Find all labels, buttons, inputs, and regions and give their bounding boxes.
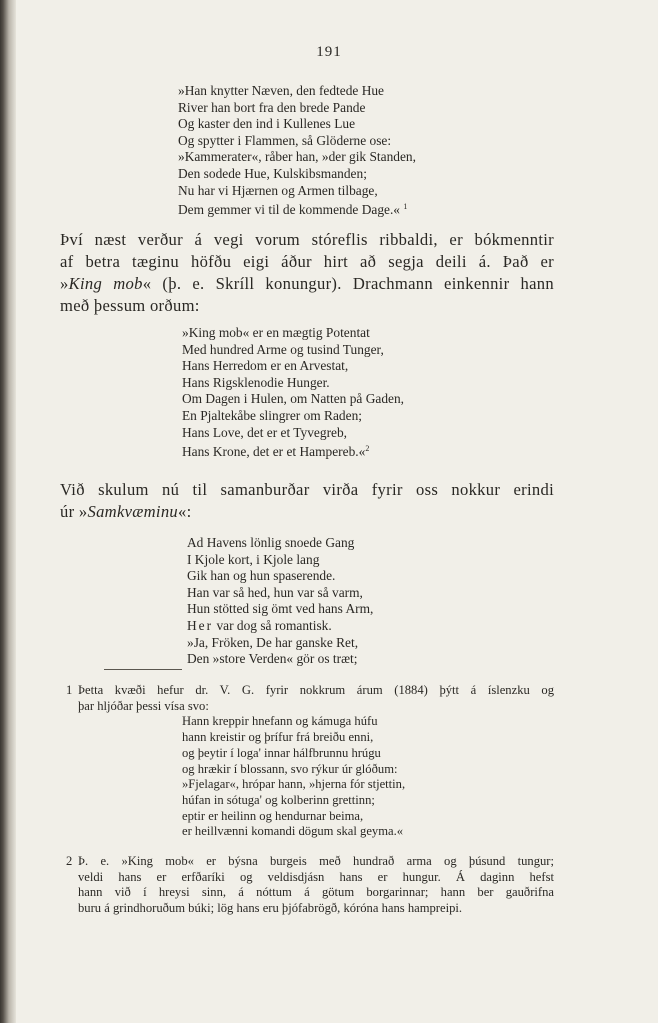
- verse-line: Og kaster den ind i Kullenes Lue: [178, 116, 356, 132]
- verse-line: Gik han og hun spaserende.: [187, 568, 336, 584]
- verse-line: og hrækir í blossann, svo rýkur úr glóðum:: [182, 761, 398, 776]
- paragraph-line: úr »Samkvæminu«:: [60, 502, 192, 521]
- verse-line: River han bort fra den brede Pande: [178, 99, 366, 115]
- verse-line: eptir er heilinn og hendurnar beima,: [182, 808, 364, 823]
- verse-line: Den sodede Hue, Kulskibsmanden;: [178, 165, 367, 181]
- verse-line: Hans Rigsklenodie Hunger.: [182, 374, 330, 390]
- verse-line: húfan in sótuga' og kolberinn grettinn;: [182, 792, 375, 807]
- verse-line: I Kjole kort, i Kjole lang: [187, 551, 320, 567]
- footnote-2: [66, 854, 554, 917]
- verse-line: Ad Havens lönlig snoede Gang: [187, 535, 355, 550]
- footnote-line: þar hljóðar þessi vísa svo:: [78, 698, 209, 713]
- poem-danish-1: [178, 83, 416, 216]
- footnote-line: hann við í hreysi sinn, á nóttum á götum borgarinnar; hann ber gauðrifna: [78, 885, 554, 900]
- footnote-ref: 2: [365, 444, 370, 454]
- verse-line: »Fjelagar«, hrópar hann, »hjerna fór stjettin,: [182, 777, 406, 792]
- verse-line: Hans Krone, det er et Hampereb.«$^2$: [182, 444, 370, 460]
- poem-danish-2: [182, 325, 404, 458]
- verse-line: »Han knytter Næven, den fedtede Hue: [178, 83, 384, 98]
- paragraph-line: af betra tæginu höfðu eigi áður hirt að segja deili á. Það er: [60, 252, 554, 271]
- verse-line: Hun stötted sig ömt ved hans Arm,: [187, 601, 374, 617]
- paragraph-line: með þessum orðum:: [60, 296, 200, 315]
- verse-line: Hann kreppir hnefann og kámuga húfu: [182, 714, 378, 729]
- paragraph-line: Því næst verður á vegi vorum stóreflis ribbaldi, er bókmenntir: [60, 230, 554, 249]
- verse-line: Om Dagen i Hulen, om Natten på Gaden,: [182, 391, 404, 407]
- verse-line: og þeytir í loga' innar hálfbrunnu hrúgu: [182, 745, 381, 760]
- footnote-line: buru á grindhoruðum búki; lög hans eru þjófabrögð, kóróna hans hampreipi.: [78, 901, 463, 916]
- verse-line: En Pjaltekåbe slingrer om Raden;: [182, 407, 362, 423]
- verse-line: Med hundred Arme og tusind Tunger,: [182, 341, 384, 357]
- footnote-mark: 1: [66, 683, 73, 697]
- paragraph-line: »King mob« (þ. e. Skríll konungur). Drachmann einkennir hann: [60, 274, 554, 293]
- verse-line: »King mob« er en mægtig Potentat: [182, 325, 370, 340]
- paragraph-samkvaemi: [60, 479, 554, 523]
- book-spine-shadow: [0, 0, 16, 1023]
- verse-line: Dem gemmer vi til de kommende Dage.« $^1$: [178, 202, 408, 218]
- verse-line: Her var dog så romantisk.: [187, 617, 332, 633]
- verse-line: Den »store Verden« gör os træt;: [187, 651, 358, 667]
- poem-danish-3: [187, 535, 373, 668]
- verse-line: Nu har vi Hjærnen og Armen tilbage,: [178, 182, 378, 198]
- verse-line: Hans Love, det er et Tyvegreb,: [182, 424, 348, 440]
- footnote-verse: [78, 714, 554, 840]
- spaced-word: Her: [187, 617, 214, 633]
- footnote-line: veldi hans er erfðaríki og veldisdjásn hans er hungur. Á daginn hefst: [78, 869, 554, 884]
- verse-line: hann kreistir og þrífur frá breiðu enni,: [182, 730, 374, 745]
- paragraph-king-mob: [60, 229, 554, 317]
- paragraph-line: Við skulum nú til samanburðar virða fyrir oss nokkur erindi: [60, 480, 554, 499]
- verse-line: Hans Herredom er en Arvestat,: [182, 358, 349, 374]
- verse-line: »Ja, Fröken, De har ganske Ret,: [187, 634, 359, 650]
- verse-line: Og spytter i Flammen, så Glöderne ose:: [178, 132, 392, 148]
- title-samkvaemi: Samkvæminu: [87, 502, 179, 521]
- verse-line: er heillvænni komandi dögum skal geyma.«: [182, 824, 404, 839]
- footnote-1: [66, 683, 554, 840]
- footnote-divider: [104, 669, 182, 670]
- footnote-line: Þetta kvæði hefur dr. V. G. fyrir nokkrum árum (1884) þýtt á íslenzku og: [78, 683, 554, 697]
- page-number: 191: [316, 44, 342, 60]
- verse-line: »Kammerater«, råber han, »der gik Standen,: [178, 149, 416, 165]
- footnote-mark: 2: [66, 854, 73, 868]
- title-king-mob: King mob: [68, 274, 143, 293]
- footnote-ref: 1: [403, 202, 408, 212]
- verse-line: Han var så hed, hun var så varm,: [187, 584, 363, 600]
- footnote-line: Þ. e. »King mob« er býsna burgeis með hundrað arma og þúsund tungur;: [78, 854, 554, 868]
